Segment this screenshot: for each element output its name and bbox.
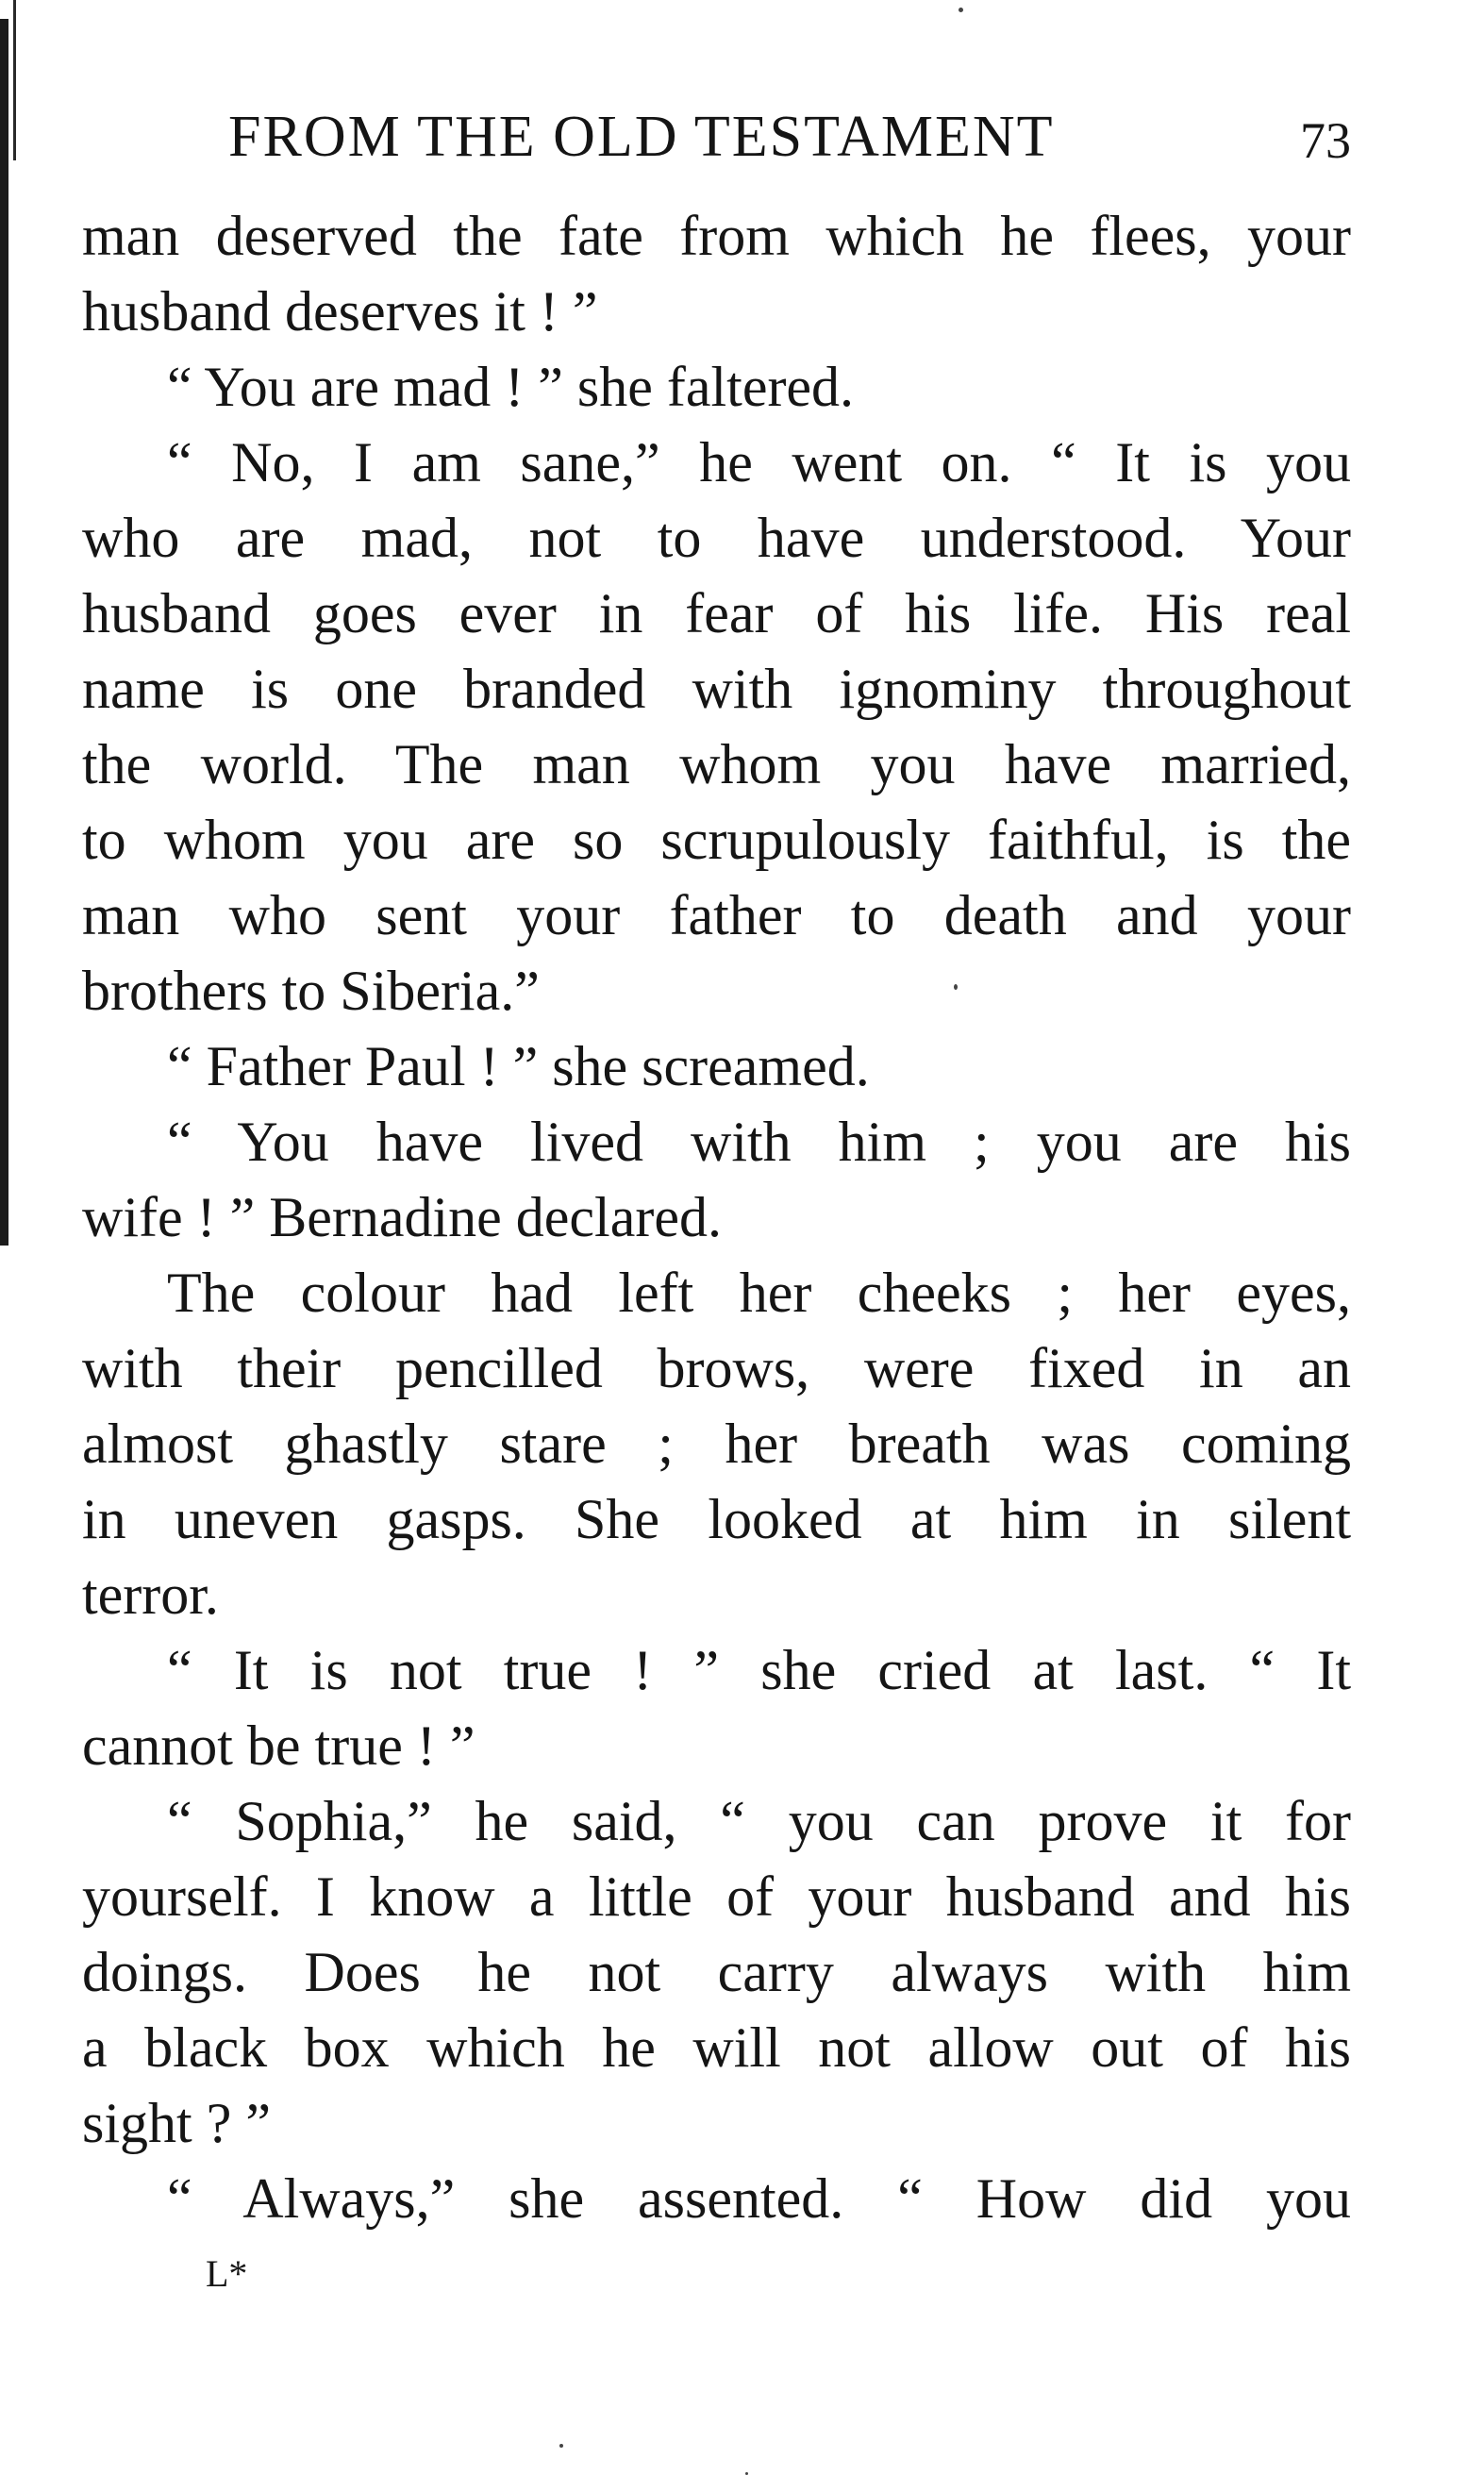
text-line: who are mad, not to have understood. Your: [82, 507, 1351, 569]
text-line: wife ! ” Bernadine declared.: [82, 1186, 722, 1248]
signature-mark: L*: [206, 2252, 248, 2295]
text-line: doings. Does he not carry always with him: [82, 1941, 1351, 2003]
text-line: terror.: [82, 1564, 219, 1626]
text-line: yourself. I know a little of your husband and his: [82, 1865, 1351, 1928]
text-line: man who sent your father to death and your: [82, 884, 1351, 946]
text-line: “ No, I am sane,” he went on. “ It is you: [167, 431, 1351, 493]
text-line: cannot be true ! ”: [82, 1714, 475, 1777]
text-line: husband goes ever in fear of his life. His real: [82, 582, 1351, 644]
text-line: “ You are mad ! ” she faltered.: [167, 356, 855, 418]
text-line: sight ? ”: [82, 2092, 271, 2154]
text-line: to whom you are so scrupulously faithful, is the: [82, 809, 1351, 871]
text-line: the world. The man whom you have married,: [82, 733, 1351, 795]
text-line: “ Sophia,” he said, “ you can prove it for: [167, 1790, 1351, 1852]
text-line: brothers to Siberia.”: [82, 960, 540, 1022]
text-line: The colour had left her cheeks ; her eyes,: [167, 1262, 1351, 1324]
text-line: a black box which he will not allow out of his: [82, 2016, 1351, 2079]
text-line: “ Always,” she assented. “ How did you: [167, 2167, 1351, 2230]
text-line: with their pencilled brows, were fixed in an: [82, 1337, 1351, 1399]
text-line: almost ghastly stare ; her breath was coming: [82, 1413, 1351, 1475]
paper-speck: [954, 984, 958, 990]
text-line: husband deserves it ! ”: [82, 280, 598, 343]
paper-speck: [959, 8, 963, 12]
running-title: FROM THE OLD TESTAMENT: [228, 105, 1055, 169]
text-line: in uneven gasps. She looked at him in silent: [82, 1488, 1351, 1550]
text-line: “ Father Paul ! ” she screamed.: [167, 1035, 870, 1097]
binding-edge-line: [13, 0, 16, 160]
text-line: “ It is not true ! ” she cried at last. “ It: [167, 1639, 1351, 1701]
binding-edge-shadow: [0, 19, 8, 1246]
page-number: 73: [1300, 112, 1351, 169]
paper-speck: [559, 2444, 563, 2448]
text-line: man deserved the fate from which he flees, your: [82, 205, 1351, 267]
running-head: [82, 99, 1351, 175]
body-text: [82, 198, 1351, 2236]
text-line: name is one branded with ignominy throughout: [82, 658, 1351, 720]
text-line: “ You have lived with him ; you are his: [167, 1111, 1351, 1173]
